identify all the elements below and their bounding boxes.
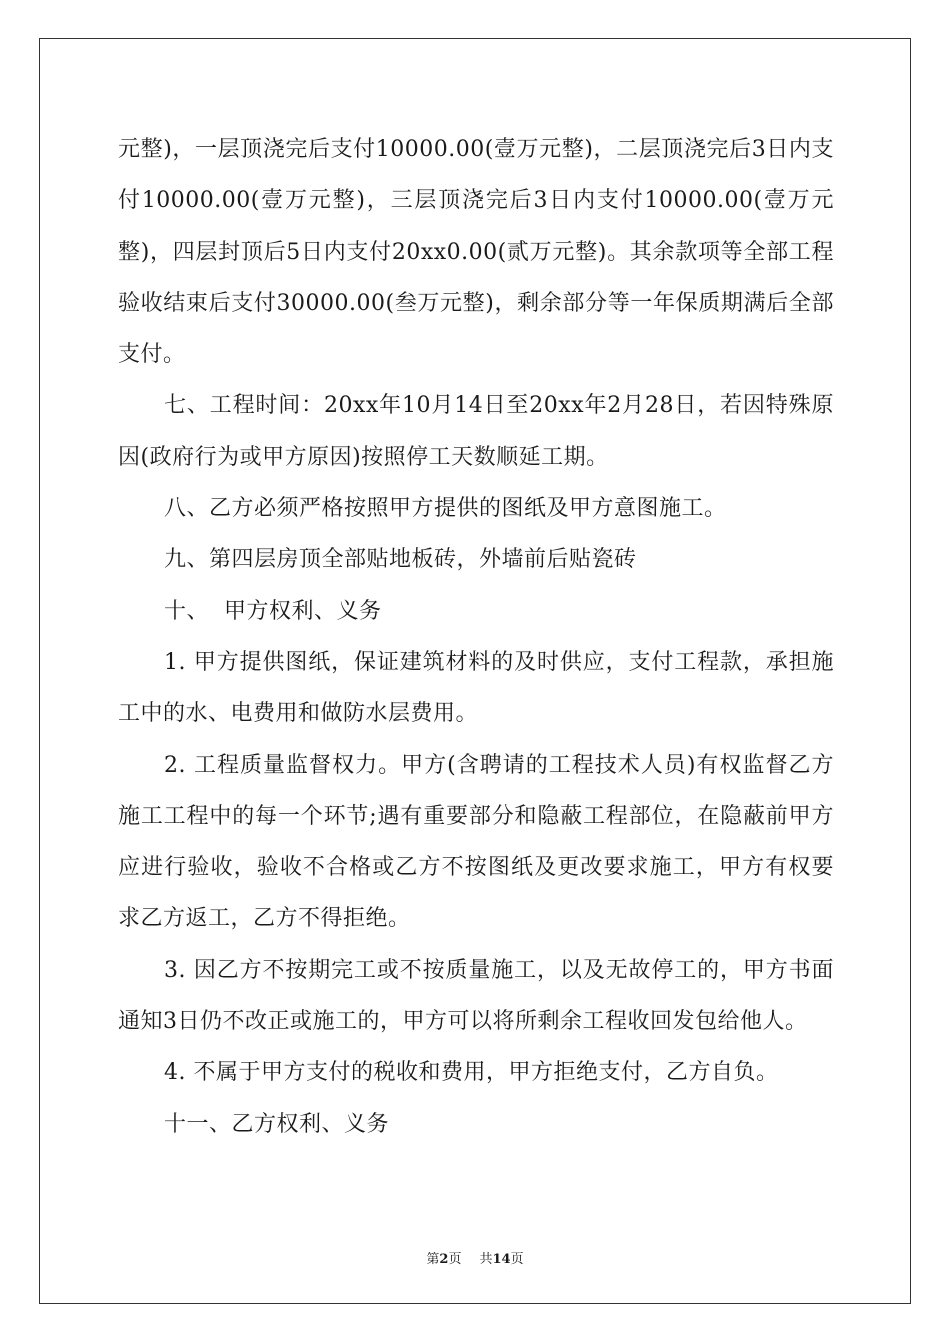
- paragraph-payment-schedule: 元整)，一层顶浇完后支付10000.00(壹万元整)，二层顶浇完后3日内支付10000.00(壹万元整)，三层顶浇完后3日内支付10000.00(壹万元整)，四层封顶后5日内支付20xx0.00(贰万元整)。其余款项等全部工程验收结束后支付30000.00(叁万元整)，剩余部分等一年保质期满后全部支付。: [118, 137, 834, 368]
- page-suffix: 页: [448, 1252, 462, 1267]
- total-prefix: 共: [479, 1252, 493, 1267]
- section-heading-party-a: 十、 甲方权利、义务: [164, 598, 382, 624]
- paragraph-tiling: 九、第四层房顶全部贴地板砖，外墙前后贴瓷砖: [164, 547, 637, 573]
- page-footer: [0, 1248, 950, 1267]
- paragraph-drawings-compliance: 八、乙方必须严格按照甲方提供的图纸及甲方意图施工。: [164, 496, 727, 522]
- paragraph-party-a-item-4: 4. 不属于甲方支付的税收和费用，甲方拒绝支付，乙方自负。: [164, 1060, 779, 1086]
- page-prefix: 第: [426, 1252, 440, 1267]
- paragraph-party-a-item-3: 3. 因乙方不按期完工或不按质量施工，以及无故停工的，甲方书面通知3日仍不改正或施工的，甲方可以将所剩余工程收回发包给他人。: [118, 957, 834, 1035]
- page-total: 14: [492, 1252, 511, 1267]
- document-body: [118, 124, 834, 1150]
- total-suffix: 页: [510, 1252, 524, 1267]
- page-current: 2: [439, 1252, 449, 1267]
- paragraph-party-a-item-1: 1. 甲方提供图纸，保证建筑材料的及时供应，支付工程款，承担施工中的水、电费用和做防水层费用。: [118, 649, 834, 727]
- paragraph-construction-period: 七、工程时间：20xx年10月14日至20xx年2月28日，若因特殊原因(政府行为或甲方原因)按照停工天数顺延工期。: [118, 393, 834, 470]
- paragraph-party-a-item-2: 2. 工程质量监督权力。甲方(含聘请的工程技术人员)有权监督乙方施工工程中的每一个环节;遇有重要部分和隐蔽工程部位，在隐蔽前甲方应进行验收，验收不合格或乙方不按图纸及更改要求施工，甲方有权要求乙方返工，乙方不得拒绝。: [118, 752, 834, 932]
- section-heading-party-b: 十一、乙方权利、义务: [164, 1111, 390, 1137]
